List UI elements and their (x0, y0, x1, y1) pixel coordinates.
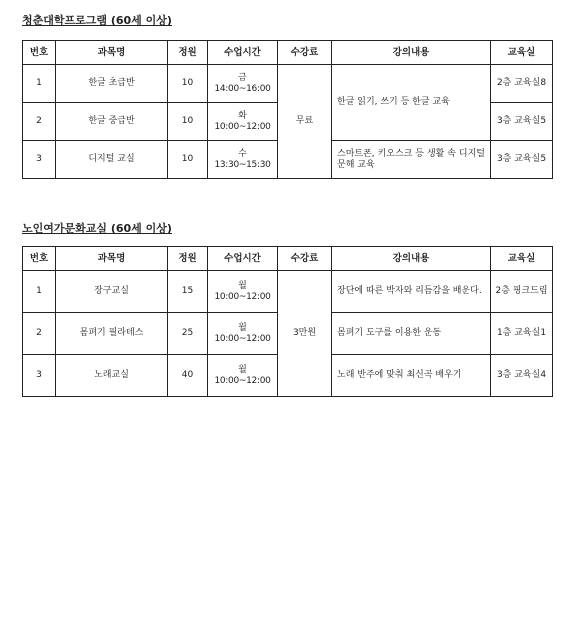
cell-no: 1 (23, 271, 56, 313)
cell-schedule (208, 103, 278, 141)
program-table (22, 246, 553, 397)
cell-schedule (208, 141, 278, 179)
schedule-time: 10:00~12:00 (214, 121, 271, 132)
program-table (22, 40, 553, 179)
header-room: 교육실 (491, 247, 553, 271)
section-title: 청춘대학프로그램 (60세 이상) (22, 14, 172, 27)
header-no: 번호 (23, 247, 56, 271)
header-content: 강의내용 (332, 247, 491, 271)
schedule-day: 수 (238, 148, 247, 159)
header-course: 과목명 (56, 41, 168, 65)
cell-capacity: 25 (168, 313, 208, 355)
header-content: 강의내용 (332, 41, 491, 65)
cell-no: 3 (23, 355, 56, 397)
cell-schedule (208, 271, 278, 313)
cell-capacity: 15 (168, 271, 208, 313)
cell-schedule (208, 313, 278, 355)
cell-course: 노래교실 (56, 355, 168, 397)
section-youth-college (22, 14, 552, 179)
header-schedule: 수업시간 (208, 247, 278, 271)
header-capacity: 정원 (168, 41, 208, 65)
cell-course: 한글 중급반 (56, 103, 168, 141)
header-capacity: 정원 (168, 247, 208, 271)
schedule-time: 10:00~12:00 (214, 291, 271, 302)
cell-room: 1층 교육실1 (491, 313, 553, 355)
schedule-day: 월 (238, 322, 247, 333)
cell-no: 3 (23, 141, 56, 179)
schedule-time: 10:00~12:00 (214, 375, 271, 386)
header-schedule: 수업시간 (208, 41, 278, 65)
section-senior-leisure (22, 222, 552, 397)
cell-schedule (208, 355, 278, 397)
cell-capacity: 10 (168, 141, 208, 179)
header-row (23, 41, 553, 65)
cell-course: 장구교실 (56, 271, 168, 313)
header-row (23, 247, 553, 271)
header-room: 교육실 (491, 41, 553, 65)
cell-no: 1 (23, 65, 56, 103)
cell-schedule (208, 65, 278, 103)
cell-room: 3층 교육실4 (491, 355, 553, 397)
cell-content: 한글 읽기, 쓰기 등 한글 교육 (332, 65, 491, 141)
schedule-day: 월 (238, 280, 247, 291)
cell-content: 장단에 따른 박자와 리듬감을 배운다. (332, 271, 491, 313)
schedule-time: 14:00~16:00 (214, 83, 271, 94)
schedule-day: 화 (238, 110, 247, 121)
cell-room: 2층 핑크드림 (491, 271, 553, 313)
cell-content: 스마트폰, 키오스크 등 생활 속 디지털 문해 교육 (332, 141, 491, 179)
schedule-day: 월 (238, 364, 247, 375)
header-no: 번호 (23, 41, 56, 65)
cell-course: 디지털 교실 (56, 141, 168, 179)
section-title: 노인여가문화교실 (60세 이상) (22, 222, 172, 235)
table-row (23, 271, 553, 313)
cell-capacity: 40 (168, 355, 208, 397)
header-course: 과목명 (56, 247, 168, 271)
header-fee: 수강료 (278, 41, 332, 65)
schedule-day: 금 (238, 72, 247, 83)
schedule-time: 13:30~15:30 (214, 159, 271, 170)
cell-capacity: 10 (168, 65, 208, 103)
cell-content: 몸펴기 도구를 이용한 운동 (332, 313, 491, 355)
schedule-time: 10:00~12:00 (214, 333, 271, 344)
cell-room: 3층 교육실5 (491, 141, 553, 179)
table-row (23, 65, 553, 103)
cell-course: 한글 초급반 (56, 65, 168, 103)
cell-capacity: 10 (168, 103, 208, 141)
cell-content: 노래 반주에 맞춰 최신곡 배우기 (332, 355, 491, 397)
cell-fee: 무료 (278, 65, 332, 179)
cell-course: 몸펴기 필라테스 (56, 313, 168, 355)
cell-room: 3층 교육실5 (491, 103, 553, 141)
cell-fee: 3만원 (278, 271, 332, 397)
header-fee: 수강료 (278, 247, 332, 271)
cell-no: 2 (23, 103, 56, 141)
cell-room: 2층 교육실8 (491, 65, 553, 103)
cell-no: 2 (23, 313, 56, 355)
